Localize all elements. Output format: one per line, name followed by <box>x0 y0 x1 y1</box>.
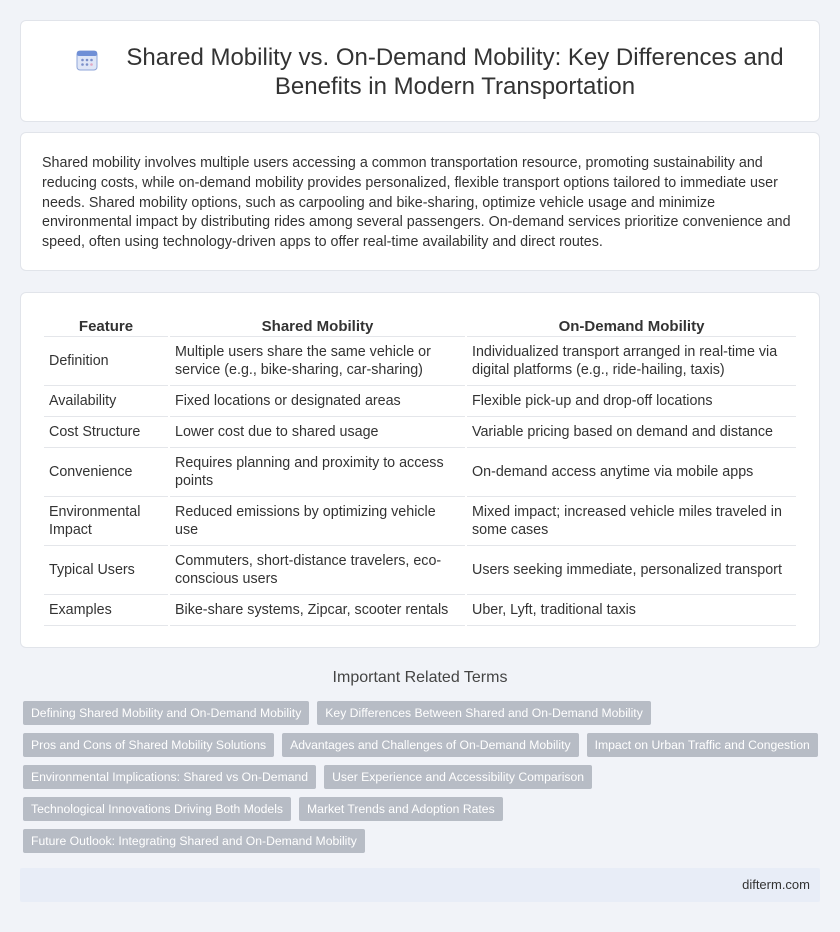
footer-site-link[interactable]: difterm.com <box>742 877 810 892</box>
table-cell-feature: Typical Users <box>44 546 168 595</box>
related-term-tag[interactable]: User Experience and Accessibility Comparison <box>324 765 592 789</box>
table-cell-shared: Bike-share systems, Zipcar, scooter rentals <box>170 595 465 626</box>
table-row <box>44 595 796 626</box>
table-cell-feature: Definition <box>44 337 168 386</box>
table-row <box>44 417 796 448</box>
table-row <box>44 546 796 595</box>
related-terms-list <box>23 701 823 861</box>
table-cell-on-demand: Users seeking immediate, personalized transport <box>467 546 796 595</box>
title-card <box>20 20 820 122</box>
intro-paragraph: Shared mobility involves multiple users accessing a common transportation resource, promoting sustainability and reducing costs, while on-demand mobility provides personalized, flexible transport options tailored to immediate user needs. Shared mobility options, such as carpooling and bike-sharing, optimize vehicle usage and minimize environmental impact by distributing rides among several passengers. On-demand services prioritize convenience and speed, often using technology-driven apps to offer real-time availability and direct routes. <box>42 155 791 251</box>
related-term-tag[interactable]: Technological Innovations Driving Both Models <box>23 797 291 821</box>
related-terms-heading: Important Related Terms <box>332 669 508 686</box>
table-row <box>44 448 796 497</box>
column-header-shared: Shared Mobility <box>170 317 465 337</box>
column-header-on-demand: On-Demand Mobility <box>467 317 796 337</box>
table-cell-shared: Fixed locations or designated areas <box>170 386 465 417</box>
table-cell-on-demand: Uber, Lyft, traditional taxis <box>467 595 796 626</box>
table-cell-feature: Environmental Impact <box>44 497 168 546</box>
table-cell-feature: Availability <box>44 386 168 417</box>
page-title: Shared Mobility vs. On-Demand Mobility: Key Differences and Benefits in Modern Transportation <box>126 44 784 100</box>
table-header-row <box>44 317 796 337</box>
table-cell-feature: Cost Structure <box>44 417 168 448</box>
table-cell-feature: Convenience <box>44 448 168 497</box>
related-term-tag[interactable]: Market Trends and Adoption Rates <box>299 797 503 821</box>
table-row <box>44 386 796 417</box>
related-term-tag[interactable]: Pros and Cons of Shared Mobility Solutions <box>23 733 274 757</box>
table-cell-on-demand: Individualized transport arranged in real-time via digital platforms (e.g., ride-hailing, taxis) <box>467 337 796 386</box>
table-cell-on-demand: Variable pricing based on demand and distance <box>467 417 796 448</box>
related-term-tag[interactable]: Advantages and Challenges of On-Demand Mobility <box>282 733 578 757</box>
column-header-feature: Feature <box>44 317 168 337</box>
table-row <box>44 337 796 386</box>
related-term-tag[interactable]: Defining Shared Mobility and On-Demand Mobility <box>23 701 309 725</box>
table-cell-shared: Lower cost due to shared usage <box>170 417 465 448</box>
table-cell-on-demand: On-demand access anytime via mobile apps <box>467 448 796 497</box>
table-cell-on-demand: Flexible pick-up and drop-off locations <box>467 386 796 417</box>
table-cell-shared: Reduced emissions by optimizing vehicle use <box>170 497 465 546</box>
related-term-tag[interactable]: Environmental Implications: Shared vs On-Demand <box>23 765 316 789</box>
footer <box>20 868 820 902</box>
related-term-tag[interactable]: Key Differences Between Shared and On-Demand Mobility <box>317 701 651 725</box>
intro-card <box>20 132 820 271</box>
table-cell-feature: Examples <box>44 595 168 626</box>
related-term-tag[interactable]: Future Outlook: Integrating Shared and On-Demand Mobility <box>23 829 365 853</box>
table-cell-shared: Requires planning and proximity to access points <box>170 448 465 497</box>
table-cell-on-demand: Mixed impact; increased vehicle miles traveled in some cases <box>467 497 796 546</box>
comparison-table-card <box>20 292 820 648</box>
table-cell-shared: Multiple users share the same vehicle or service (e.g., bike-sharing, car-sharing) <box>170 337 465 386</box>
table-cell-shared: Commuters, short-distance travelers, eco-conscious users <box>170 546 465 595</box>
table-row <box>44 497 796 546</box>
comparison-table <box>42 317 798 626</box>
related-term-tag[interactable]: Impact on Urban Traffic and Congestion <box>587 733 818 757</box>
